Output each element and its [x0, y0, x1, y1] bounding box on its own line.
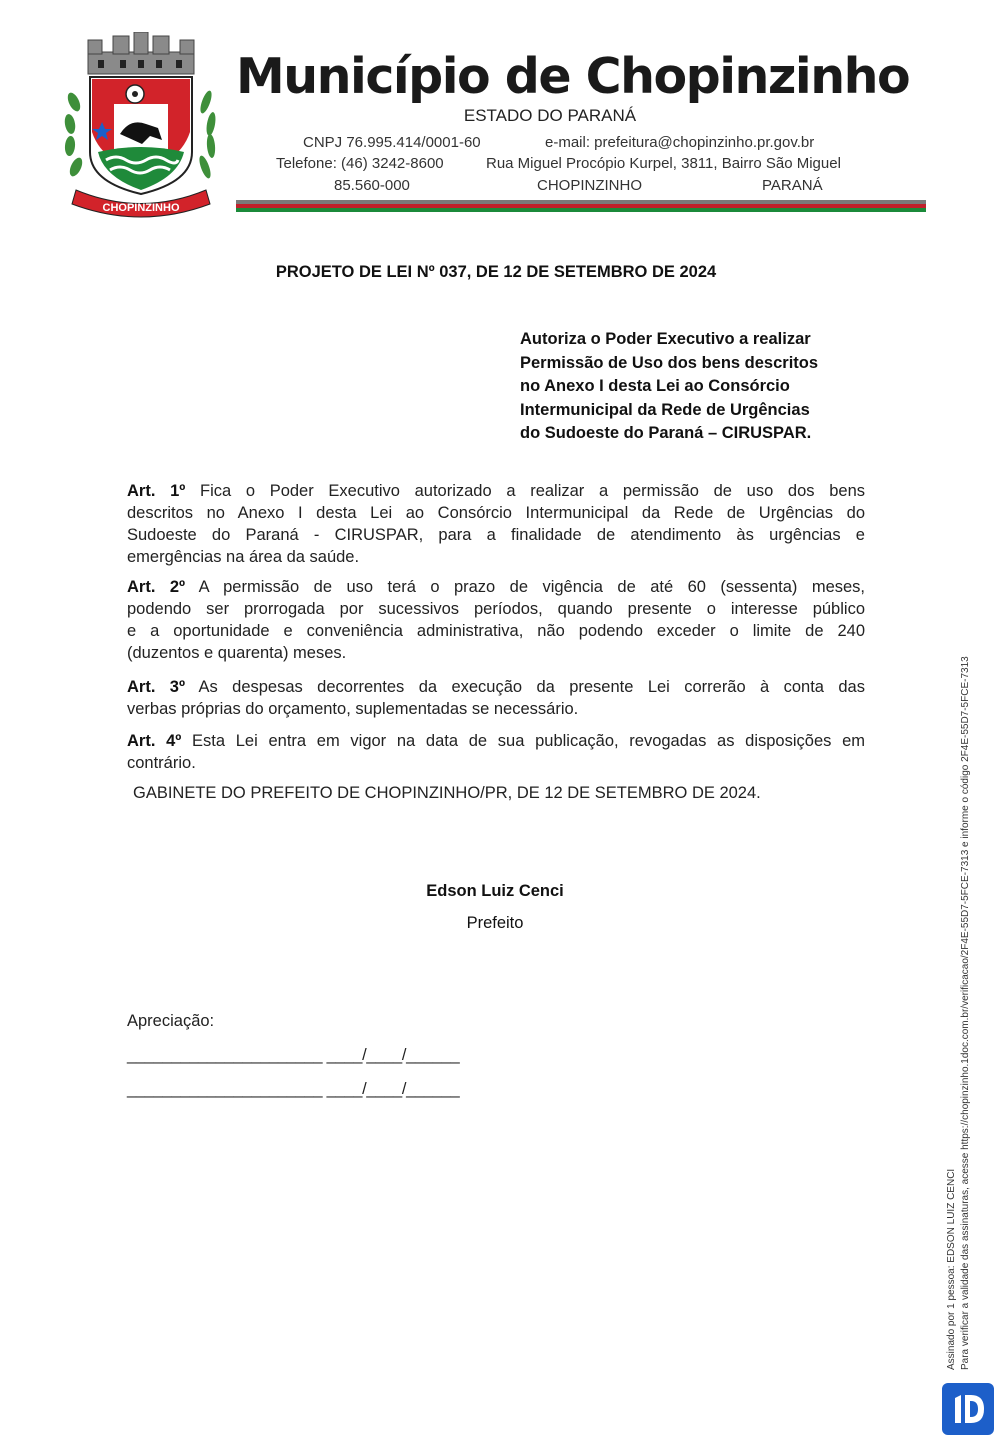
cnpj: CNPJ 76.995.414/0001-60 — [303, 134, 481, 151]
digital-signature-stamp — [945, 430, 973, 1370]
article-text: A permissão de uso terá o prazo de vigência de até 60 (sessenta) meses, — [198, 578, 866, 596]
state-abbrev: PARANÁ — [762, 177, 823, 194]
article-text: podendo ser prorrogada por sucessivos períodos, quando presente o interesse público — [127, 600, 865, 618]
postal-code: 85.560-000 — [334, 177, 410, 194]
stripe-green — [236, 208, 926, 212]
article-3 — [127, 676, 865, 720]
article-2 — [127, 576, 865, 664]
office-dateline: GABINETE DO PREFEITO DE CHOPINZINHO/PR, DE 12 DE SETEMBRO DE 2024. — [133, 784, 761, 802]
state-name — [0, 106, 1000, 126]
bill-summary — [520, 328, 865, 446]
appreciation-line: ______________________ ____/____/______ — [127, 1080, 460, 1098]
bill-title — [0, 263, 1000, 282]
article-1 — [127, 480, 865, 568]
stamp-line-signed-by: Assinado por 1 pessoa: EDSON LUIZ CENCI — [946, 1168, 957, 1370]
appreciation-label: Apreciação: — [127, 1012, 215, 1030]
article-4 — [127, 730, 865, 774]
signer-role-text: Prefeito — [466, 914, 524, 932]
summary-line: Intermunicipal da Rede de Urgências — [520, 400, 810, 419]
summary-line: do Sudoeste do Paraná – CIRUSPAR. — [520, 424, 812, 442]
article-text: descritos no Anexo I desta Lei ao Consórcio Intermunicipal da Rede de Urgências do — [127, 504, 865, 522]
article-label: Art. 2º — [127, 578, 186, 596]
crest-banner-text: CHOPINZINHO — [102, 202, 180, 214]
article-text: As despesas decorrentes da execução da presente Lei correrão à conta das — [198, 678, 865, 696]
signer-role — [0, 914, 1000, 933]
article-label: Art. 4º — [127, 732, 182, 750]
telephone: Telefone: (46) 3242-8600 — [276, 155, 444, 172]
summary-line: no Anexo I desta Lei ao Consórcio — [520, 377, 790, 395]
article-text: e a oportunidade e conveniência administrativa, não podendo exceder o limite de 240 — [127, 622, 865, 640]
article-text: (duzentos e quarenta) meses. — [127, 644, 347, 662]
summary-line: Autoriza o Poder Executivo a realizar — [520, 330, 811, 348]
header-stripes — [236, 200, 926, 212]
article-label: Art. 3º — [127, 678, 186, 696]
article-text: verbas próprias do orçamento, suplementadas se necessário. — [127, 700, 579, 718]
article-text: emergências na área da saúde. — [127, 548, 360, 566]
article-text: Esta Lei entra em vigor na data de sua publicação, revogadas as disposições em — [192, 732, 865, 750]
article-text: contrário. — [127, 754, 196, 772]
summary-line: Permissão de Uso dos bens descritos — [520, 353, 819, 372]
article-text: Sudoeste do Paraná - CIRUSPAR, para a finalidade de atendimento às urgências e — [127, 526, 865, 544]
article-text: Fica o Poder Executivo autorizado a realizar a permissão de uso dos bens — [199, 482, 865, 500]
signer-name-text: Edson Luiz Cenci — [426, 882, 564, 900]
address: Rua Miguel Procópio Kurpel, 3811, Bairro São Miguel — [486, 155, 841, 172]
city: CHOPINZINHO — [537, 177, 642, 194]
municipality-title: Município de Chopinzinho — [236, 48, 910, 105]
1doc-logo-icon — [942, 1383, 994, 1435]
bill-title-text: PROJETO DE LEI Nº 037, DE 12 DE SETEMBRO DE 2024 — [275, 263, 717, 281]
state-name-text: ESTADO DO PARANÁ — [463, 106, 637, 125]
appreciation-line: ______________________ ____/____/______ — [127, 1046, 460, 1064]
email: e-mail: prefeitura@chopinzinho.pr.gov.br — [545, 134, 815, 151]
municipal-crest — [58, 32, 223, 224]
article-label: Art. 1º — [127, 482, 186, 500]
stamp-line-verify-link[interactable]: Para verificar a validade das assinaturas, acesse https://chopinzinho.1doc.com.br/verificacao/2F4E-55D7-5FCE-7313 e informe o código 2F4E-55D7-5FCE-7313 — [960, 656, 971, 1370]
signer-name — [0, 882, 1000, 901]
